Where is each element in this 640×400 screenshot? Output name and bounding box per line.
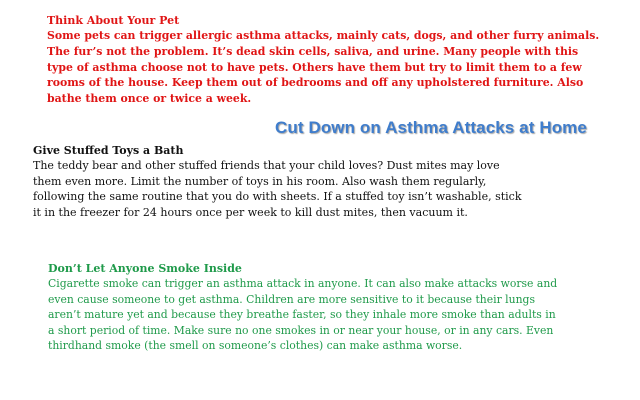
section-heading: Think About Your Pet <box>47 14 180 27</box>
section-body <box>33 158 553 220</box>
text-line: even cause someone to get asthma. Children are more sensitive to it because their lungs <box>48 292 535 306</box>
text-line: it in the freezer for 24 hours once per week to kill dust mites, then vacuum it. <box>33 205 468 219</box>
text-line: rooms of the house. Keep them out of bedrooms and off any upholstered furniture. Also <box>47 76 584 90</box>
banner-title: Cut Down on Asthma Attacks at Home <box>275 118 587 137</box>
section-body <box>47 28 622 107</box>
text-line: Cigarette smoke can trigger an asthma attack in anyone. It can also make attacks worse and <box>48 277 558 290</box>
section-stuffed-toys <box>33 143 553 220</box>
text-line: a short period of time. Make sure no one smokes in or near your house, or in any cars. Even <box>48 323 554 337</box>
text-line: thirdhand smoke (the smell on someone’s clothes) can make asthma worse. <box>48 339 463 352</box>
text-line: The fur’s not the problem. It’s dead skin cells, saliva, and urine. Many people with this <box>47 44 579 58</box>
text-line: type of asthma choose not to have pets. Others have them but try to limit them to a few <box>47 60 582 74</box>
text-line: The teddy bear and other stuffed friends that your child loves? Dust mites may love <box>33 159 500 172</box>
section-smoke <box>48 261 618 354</box>
section-body <box>48 276 618 354</box>
text-line: them even more. Limit the number of toys in his room. Also wash them regularly, <box>33 174 487 188</box>
text-line: following the same routine that you do with sheets. If a stuffed toy isn’t washable, stick <box>33 190 522 203</box>
section-heading: Give Stuffed Toys a Bath <box>33 144 184 157</box>
text-line: Some pets can trigger allergic asthma attacks, mainly cats, dogs, and other furry animals. <box>47 29 600 42</box>
section-heading: Don’t Let Anyone Smoke Inside <box>48 262 242 275</box>
section-pets <box>47 13 622 107</box>
text-line: aren’t mature yet and because they breathe faster, so they inhale more smoke than adults in <box>48 308 556 321</box>
text-line: bathe them once or twice a week. <box>47 92 252 106</box>
